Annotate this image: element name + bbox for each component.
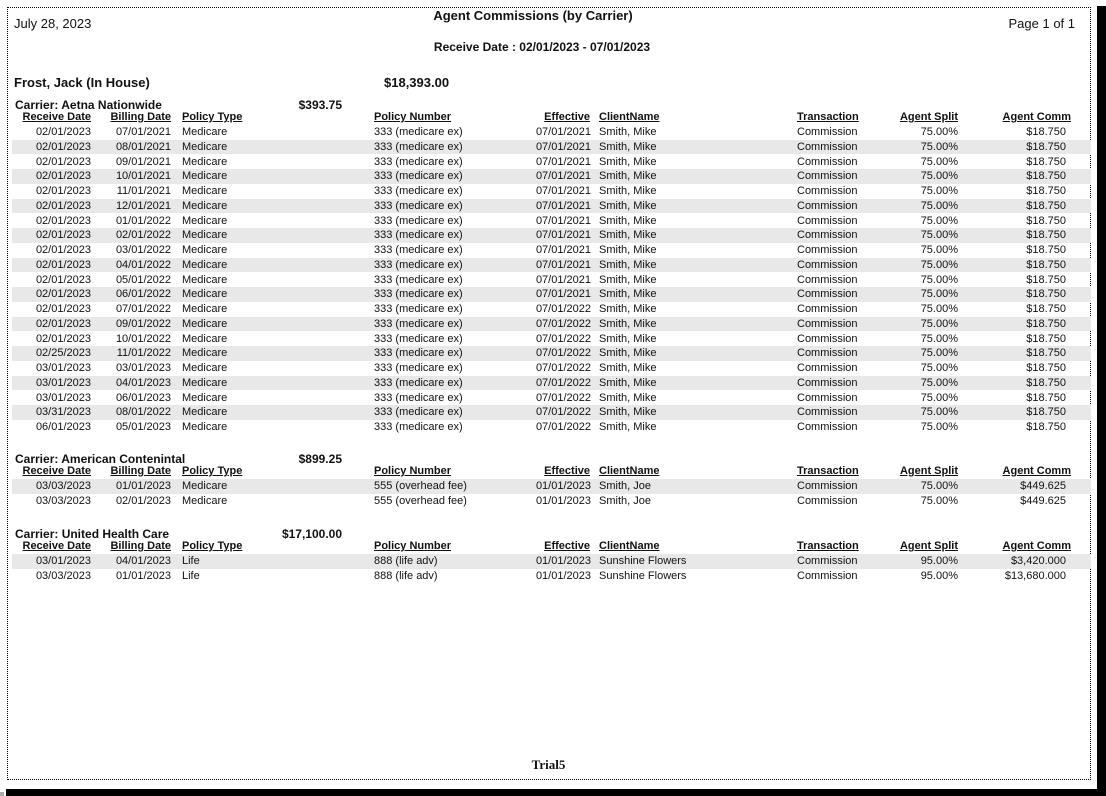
cell-policy-type: Medicare [182, 391, 228, 404]
cell-policy-number: 333 (medicare ex) [374, 199, 463, 212]
cell-policy-type: Medicare [182, 244, 228, 256]
cell-transaction: Commission [797, 494, 858, 507]
cell-billing-date: 03/01/2022 [115, 244, 171, 256]
column-header-policy-number: Policy Number [374, 465, 452, 477]
cell-transaction: Commission [797, 126, 858, 138]
cell-billing-date: 02/01/2023 [115, 494, 171, 507]
cell-receive-date: 02/01/2023 [35, 303, 91, 315]
cell-receive-date: 02/01/2023 [35, 229, 91, 242]
carrier-name: Carrier: United Health Care [15, 527, 170, 541]
cell-policy-type: Medicare [182, 229, 228, 242]
cell-transaction: Commission [797, 244, 858, 256]
cell-effective: 07/01/2021 [535, 244, 591, 256]
column-header-policy-number: Policy Number [374, 111, 452, 123]
cell-agent-split: 75.00% [920, 391, 958, 404]
cell-transaction: Commission [797, 332, 858, 345]
cell-effective: 01/01/2023 [535, 569, 591, 582]
cell-transaction: Commission [797, 480, 858, 492]
cell-client-name: Smith, Mike [599, 303, 657, 315]
cell-agent-comm: $18.750 [1026, 126, 1066, 138]
cell-agent-comm: $18.750 [1026, 229, 1066, 242]
cell-transaction: Commission [797, 155, 858, 168]
cell-transaction: Commission [797, 347, 858, 360]
cell-client-name: Smith, Mike [599, 258, 657, 271]
cell-agent-comm: $18.750 [1026, 303, 1066, 315]
cell-agent-split: 75.00% [920, 155, 958, 168]
column-header-agent-comm: Agent Comm [1002, 540, 1071, 552]
cell-receive-date: 03/31/2023 [35, 406, 91, 419]
cell-agent-split: 75.00% [920, 362, 958, 374]
column-header-client-name: ClientName [599, 111, 660, 123]
page-shadow [6, 789, 1106, 796]
cell-billing-date: 08/01/2022 [115, 406, 171, 419]
cell-agent-comm: $18.750 [1026, 421, 1066, 433]
cell-receive-date: 03/01/2023 [35, 391, 91, 404]
table-row [12, 273, 1091, 288]
table-row [12, 332, 1091, 347]
table-row [12, 184, 1091, 199]
cell-agent-split: 75.00% [920, 421, 958, 433]
cell-receive-date: 02/01/2023 [35, 140, 91, 153]
cell-transaction: Commission [797, 258, 858, 271]
cell-transaction: Commission [797, 199, 858, 212]
cell-policy-type: Medicare [182, 126, 228, 138]
cell-policy-number: 333 (medicare ex) [374, 126, 463, 138]
column-header-transaction: Transaction [797, 111, 859, 123]
table-row [12, 228, 1091, 243]
cell-transaction: Commission [797, 229, 858, 242]
cell-effective: 01/01/2023 [535, 480, 591, 492]
cell-billing-date: 03/01/2023 [115, 362, 171, 374]
cell-agent-comm: $18.750 [1026, 273, 1066, 286]
cell-billing-date: 01/01/2022 [115, 214, 171, 227]
cell-receive-date: 03/01/2023 [35, 362, 91, 374]
cell-billing-date: 08/01/2021 [115, 140, 171, 153]
cell-policy-number: 555 (overhead fee) [374, 480, 467, 492]
cell-transaction: Commission [797, 569, 858, 582]
cell-receive-date: 02/01/2023 [35, 214, 91, 227]
table-row [12, 569, 1091, 584]
cell-effective: 07/01/2022 [535, 376, 591, 389]
cell-receive-date: 06/01/2023 [35, 421, 91, 433]
cell-effective: 01/01/2023 [535, 555, 591, 567]
column-header-agent-split: Agent Split [899, 465, 958, 477]
cell-policy-number: 333 (medicare ex) [374, 229, 463, 242]
cell-agent-split: 75.00% [920, 273, 958, 286]
column-header-billing-date: Billing Date [110, 465, 171, 477]
column-header-row [0, 111, 1097, 124]
agent-name: Frost, Jack (In House) [14, 75, 150, 90]
cell-receive-date: 02/01/2023 [35, 199, 91, 212]
cell-policy-number: 333 (medicare ex) [374, 258, 463, 271]
cell-policy-number: 333 (medicare ex) [374, 347, 463, 360]
cell-client-name: Smith, Mike [599, 288, 657, 301]
cell-billing-date: 10/01/2021 [115, 170, 171, 183]
cell-policy-type: Medicare [182, 140, 228, 153]
cell-client-name: Smith, Mike [599, 155, 657, 168]
table-row [12, 361, 1091, 376]
table-row [12, 376, 1091, 391]
cell-transaction: Commission [797, 376, 858, 389]
cell-client-name: Smith, Mike [599, 406, 657, 419]
cell-effective: 07/01/2022 [535, 347, 591, 360]
cell-agent-split: 95.00% [920, 555, 958, 567]
cell-agent-split: 75.00% [920, 480, 958, 492]
cell-receive-date: 03/01/2023 [35, 376, 91, 389]
table-row [12, 346, 1091, 361]
column-header-agent-split: Agent Split [899, 111, 958, 123]
cell-policy-number: 888 (life adv) [374, 569, 438, 582]
cell-effective: 07/01/2022 [535, 332, 591, 345]
cell-receive-date: 02/01/2023 [35, 288, 91, 301]
cell-transaction: Commission [797, 185, 858, 197]
cell-billing-date: 10/01/2022 [115, 332, 171, 345]
cell-receive-date: 02/01/2023 [35, 185, 91, 197]
agent-total: $18,393.00 [384, 75, 450, 90]
cell-agent-comm: $18.750 [1026, 332, 1066, 345]
cell-client-name: Smith, Mike [599, 214, 657, 227]
table-row [12, 420, 1091, 435]
cell-receive-date: 02/01/2023 [35, 332, 91, 345]
cell-client-name: Smith, Mike [599, 170, 657, 183]
cell-agent-split: 75.00% [920, 170, 958, 183]
column-header-row [0, 540, 1097, 553]
cell-billing-date: 09/01/2021 [115, 155, 171, 168]
cell-effective: 07/01/2021 [535, 126, 591, 138]
cell-billing-date: 01/01/2023 [115, 569, 171, 582]
cell-effective: 07/01/2021 [535, 214, 591, 227]
cell-client-name: Smith, Mike [599, 391, 657, 404]
cell-agent-split: 75.00% [920, 317, 958, 330]
cell-agent-comm: $3,420.000 [1010, 555, 1066, 567]
cell-policy-number: 333 (medicare ex) [374, 376, 463, 389]
cell-billing-date: 01/01/2023 [115, 480, 171, 492]
table-row [12, 391, 1091, 406]
cell-policy-type: Medicare [182, 332, 228, 345]
cell-policy-type: Medicare [182, 170, 228, 183]
cell-receive-date: 03/03/2023 [35, 494, 91, 507]
carrier-name: Carrier: Aetna Nationwide [15, 98, 162, 112]
cell-policy-type: Medicare [182, 362, 228, 374]
table-row [12, 479, 1091, 494]
scroll-corner [0, 792, 4, 796]
cell-effective: 07/01/2021 [535, 273, 591, 286]
cell-billing-date: 07/01/2021 [115, 126, 171, 138]
column-header-policy-type: Policy Type [182, 111, 243, 123]
cell-transaction: Commission [797, 406, 858, 419]
cell-policy-type: Medicare [182, 185, 228, 197]
cell-agent-split: 75.00% [920, 185, 958, 197]
footer-label: Trial5 [531, 757, 566, 772]
table-row [12, 125, 1091, 140]
cell-effective: 07/01/2021 [535, 170, 591, 183]
cell-agent-split: 95.00% [920, 569, 958, 582]
table-row [12, 169, 1091, 184]
cell-agent-split: 75.00% [920, 244, 958, 256]
column-header-policy-type: Policy Type [182, 465, 243, 477]
cell-agent-split: 75.00% [920, 140, 958, 153]
cell-receive-date: 02/01/2023 [35, 258, 91, 271]
cell-policy-type: Life [182, 555, 200, 567]
cell-policy-type: Medicare [182, 199, 228, 212]
cell-client-name: Smith, Mike [599, 376, 657, 389]
cell-policy-type: Life [182, 569, 200, 582]
report-date: July 28, 2023 [14, 16, 92, 31]
cell-agent-split: 75.00% [920, 406, 958, 419]
cell-policy-number: 888 (life adv) [374, 555, 438, 567]
cell-agent-split: 75.00% [920, 347, 958, 360]
column-header-billing-date: Billing Date [110, 111, 171, 123]
column-header-transaction: Transaction [797, 465, 859, 477]
cell-agent-split: 75.00% [920, 214, 958, 227]
table-row [12, 140, 1091, 155]
cell-client-name: Smith, Mike [599, 332, 657, 345]
carrier-total: $393.75 [298, 98, 342, 112]
cell-transaction: Commission [797, 288, 858, 301]
cell-policy-number: 333 (medicare ex) [374, 303, 463, 315]
cell-transaction: Commission [797, 391, 858, 404]
cell-agent-comm: $18.750 [1026, 317, 1066, 330]
cell-client-name: Smith, Mike [599, 140, 657, 153]
cell-receive-date: 02/01/2023 [35, 126, 91, 138]
table-row [12, 214, 1091, 229]
cell-policy-type: Medicare [182, 155, 228, 168]
cell-client-name: Smith, Mike [599, 244, 657, 256]
page-number: Page 1 of 1 [1008, 16, 1075, 31]
table-row [12, 302, 1091, 317]
cell-policy-type: Medicare [182, 288, 228, 301]
cell-client-name: Smith, Mike [599, 421, 657, 433]
cell-receive-date: 02/01/2023 [35, 155, 91, 168]
cell-effective: 07/01/2022 [535, 391, 591, 404]
cell-transaction: Commission [797, 317, 858, 330]
cell-client-name: Smith, Mike [599, 229, 657, 242]
cell-receive-date: 02/01/2023 [35, 244, 91, 256]
cell-agent-split: 75.00% [920, 332, 958, 345]
cell-receive-date: 03/03/2023 [35, 569, 91, 582]
cell-agent-comm: $18.750 [1026, 185, 1066, 197]
cell-agent-split: 75.00% [920, 288, 958, 301]
cell-agent-comm: $18.750 [1026, 362, 1066, 374]
cell-policy-type: Medicare [182, 406, 228, 419]
cell-agent-comm: $18.750 [1026, 376, 1066, 389]
table-row [12, 405, 1091, 420]
carrier-name: Carrier: American Contenintal [15, 452, 186, 466]
cell-policy-number: 333 (medicare ex) [374, 214, 463, 227]
cell-billing-date: 06/01/2022 [115, 288, 171, 301]
cell-policy-number: 333 (medicare ex) [374, 140, 463, 153]
cell-effective: 07/01/2021 [535, 199, 591, 212]
cell-policy-number: 333 (medicare ex) [374, 244, 463, 256]
cell-receive-date: 02/25/2023 [35, 347, 91, 360]
column-header-agent-split: Agent Split [899, 540, 958, 552]
cell-agent-comm: $18.750 [1026, 170, 1066, 183]
cell-client-name: Smith, Mike [599, 199, 657, 212]
column-header-effective: Effective [544, 540, 590, 552]
cell-billing-date: 06/01/2023 [115, 391, 171, 404]
cell-effective: 07/01/2021 [535, 185, 591, 197]
column-header-policy-number: Policy Number [374, 540, 452, 552]
cell-effective: 07/01/2021 [535, 258, 591, 271]
column-header-billing-date: Billing Date [110, 540, 171, 552]
cell-billing-date: 09/01/2022 [115, 317, 171, 330]
cell-client-name: Sunshine Flowers [599, 555, 687, 567]
cell-receive-date: 02/01/2023 [35, 170, 91, 183]
cell-policy-type: Medicare [182, 317, 228, 330]
cell-policy-number: 333 (medicare ex) [374, 391, 463, 404]
cell-agent-comm: $18.750 [1026, 406, 1066, 419]
cell-billing-date: 11/01/2021 [116, 185, 171, 197]
cell-policy-type: Medicare [182, 273, 228, 286]
cell-billing-date: 04/01/2022 [115, 258, 171, 271]
cell-client-name: Smith, Mike [599, 185, 657, 197]
cell-effective: 07/01/2022 [535, 303, 591, 315]
cell-agent-comm: $18.750 [1026, 244, 1066, 256]
cell-agent-split: 75.00% [920, 258, 958, 271]
table-row [12, 199, 1091, 214]
cell-effective: 07/01/2021 [535, 288, 591, 301]
cell-billing-date: 07/01/2022 [115, 303, 171, 315]
cell-client-name: Smith, Mike [599, 362, 657, 374]
carrier-total: $899.25 [298, 452, 342, 466]
cell-effective: 07/01/2021 [535, 140, 591, 153]
column-header-agent-comm: Agent Comm [1002, 111, 1071, 123]
cell-client-name: Smith, Joe [599, 480, 651, 492]
cell-agent-split: 75.00% [920, 303, 958, 315]
cell-transaction: Commission [797, 362, 858, 374]
cell-policy-number: 333 (medicare ex) [374, 332, 463, 345]
cell-receive-date: 02/01/2023 [35, 317, 91, 330]
cell-policy-type: Medicare [182, 303, 228, 315]
cell-agent-comm: $18.750 [1026, 288, 1066, 301]
cell-agent-comm: $18.750 [1026, 214, 1066, 227]
table-row [12, 243, 1091, 258]
cell-agent-comm: $18.750 [1026, 140, 1066, 153]
column-header-transaction: Transaction [797, 540, 859, 552]
table-row [12, 258, 1091, 273]
cell-billing-date: 05/01/2023 [115, 421, 171, 433]
table-row [12, 494, 1091, 509]
cell-client-name: Sunshine Flowers [599, 569, 687, 582]
cell-effective: 01/01/2023 [535, 494, 591, 507]
cell-agent-split: 75.00% [920, 229, 958, 242]
cell-agent-comm: $13,680.000 [1004, 569, 1066, 582]
cell-effective: 07/01/2022 [535, 421, 591, 433]
table-row [12, 287, 1091, 302]
cell-receive-date: 02/01/2023 [35, 273, 91, 286]
cell-agent-comm: $18.750 [1026, 199, 1066, 212]
column-header-receive-date: Receive Date [22, 465, 91, 477]
report-title: Agent Commissions (by Carrier) [433, 8, 633, 23]
table-row [12, 554, 1091, 569]
column-header-agent-comm: Agent Comm [1002, 465, 1071, 477]
column-header-policy-type: Policy Type [182, 540, 243, 552]
cell-client-name: Smith, Mike [599, 317, 657, 330]
cell-effective: 07/01/2022 [535, 406, 591, 419]
cell-effective: 07/01/2021 [535, 229, 591, 242]
cell-agent-comm: $18.750 [1026, 347, 1066, 360]
column-header-receive-date: Receive Date [22, 111, 91, 123]
cell-policy-number: 333 (medicare ex) [374, 362, 463, 374]
cell-billing-date: 11/01/2022 [116, 347, 171, 360]
cell-agent-comm: $449.625 [1020, 480, 1066, 492]
cell-transaction: Commission [797, 421, 858, 433]
cell-agent-comm: $18.750 [1026, 155, 1066, 168]
cell-agent-comm: $18.750 [1026, 391, 1066, 404]
cell-agent-split: 75.00% [920, 494, 958, 507]
cell-policy-number: 333 (medicare ex) [374, 273, 463, 286]
cell-client-name: Smith, Joe [599, 494, 651, 507]
cell-transaction: Commission [797, 170, 858, 183]
cell-billing-date: 12/01/2021 [115, 199, 171, 212]
cell-effective: 07/01/2021 [535, 155, 591, 168]
cell-policy-type: Medicare [182, 347, 228, 360]
carrier-total: $17,100.00 [281, 527, 342, 541]
cell-agent-comm: $18.750 [1026, 258, 1066, 271]
cell-policy-type: Medicare [182, 214, 228, 227]
cell-policy-type: Medicare [182, 258, 228, 271]
cell-billing-date: 04/01/2023 [115, 555, 171, 567]
column-header-client-name: ClientName [599, 540, 660, 552]
page-shadow [1097, 6, 1106, 796]
cell-policy-number: 333 (medicare ex) [374, 155, 463, 168]
cell-receive-date: 03/03/2023 [35, 480, 91, 492]
column-header-effective: Effective [544, 465, 590, 477]
column-header-effective: Effective [544, 111, 590, 123]
cell-client-name: Smith, Mike [599, 126, 657, 138]
cell-client-name: Smith, Mike [599, 347, 657, 360]
cell-client-name: Smith, Mike [599, 273, 657, 286]
cell-transaction: Commission [797, 303, 858, 315]
table-row [12, 155, 1091, 170]
cell-agent-comm: $449.625 [1020, 494, 1066, 507]
cell-policy-number: 333 (medicare ex) [374, 406, 463, 419]
cell-policy-number: 555 (overhead fee) [374, 494, 467, 507]
cell-policy-type: Medicare [182, 494, 228, 507]
cell-billing-date: 04/01/2023 [115, 376, 171, 389]
cell-receive-date: 03/01/2023 [35, 555, 91, 567]
table-row [12, 317, 1091, 332]
report-subtitle: Receive Date : 02/01/2023 - 07/01/2023 [433, 40, 651, 54]
cell-transaction: Commission [797, 273, 858, 286]
cell-policy-type: Medicare [182, 376, 228, 389]
cell-agent-split: 75.00% [920, 126, 958, 138]
column-header-row [0, 465, 1097, 478]
cell-policy-number: 333 (medicare ex) [374, 421, 463, 433]
column-header-receive-date: Receive Date [22, 540, 91, 552]
cell-transaction: Commission [797, 140, 858, 153]
cell-policy-number: 333 (medicare ex) [374, 185, 463, 197]
cell-policy-number: 333 (medicare ex) [374, 317, 463, 330]
cell-transaction: Commission [797, 214, 858, 227]
cell-billing-date: 02/01/2022 [115, 229, 171, 242]
cell-policy-type: Medicare [182, 480, 228, 492]
cell-agent-split: 75.00% [920, 376, 958, 389]
cell-policy-number: 333 (medicare ex) [374, 288, 463, 301]
cell-effective: 07/01/2022 [535, 317, 591, 330]
cell-transaction: Commission [797, 555, 858, 567]
cell-policy-number: 333 (medicare ex) [374, 170, 463, 183]
cell-policy-type: Medicare [182, 421, 228, 433]
cell-billing-date: 05/01/2022 [115, 273, 171, 286]
cell-agent-split: 75.00% [920, 199, 958, 212]
cell-effective: 07/01/2022 [535, 362, 591, 374]
column-header-client-name: ClientName [599, 465, 660, 477]
